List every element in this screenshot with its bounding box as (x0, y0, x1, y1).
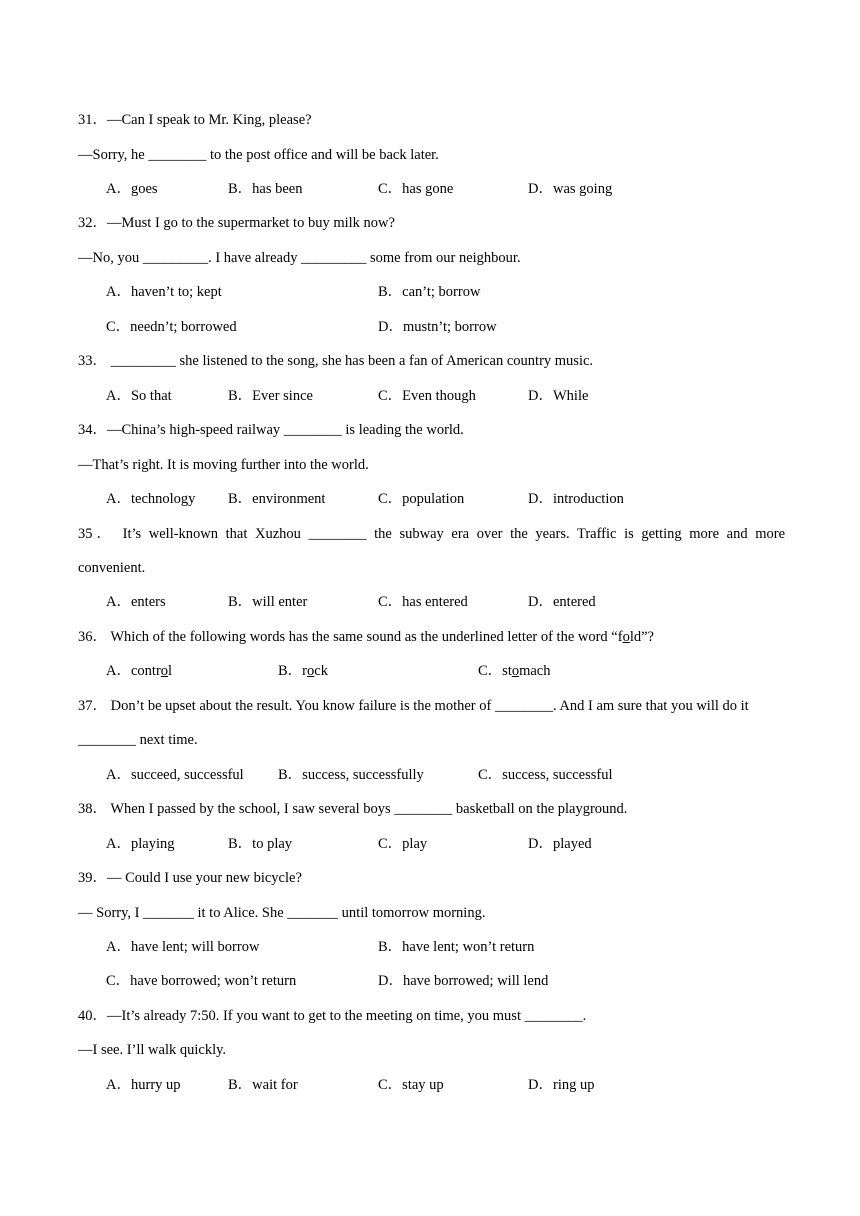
option-text: has been (252, 181, 303, 197)
option-text: While (552, 388, 589, 404)
question-32-reply: —No, you _________. I have already _________ some from our neighbour. (78, 250, 521, 266)
question-text-after: ld”? (629, 629, 654, 645)
option-b[interactable] (228, 179, 303, 199)
question-text: Don’t be upset about the result. You know failure is the mother of ________. And I am sure that you will do it (110, 698, 749, 714)
question-text: — Could I use your new bicycle? (107, 870, 302, 886)
option-text: ck (314, 663, 328, 679)
option-label: C． (106, 319, 131, 335)
question-number: 39． (78, 870, 107, 886)
option-label: D． (528, 836, 553, 852)
option-text: haven’t to; kept (130, 284, 222, 300)
option-label: A． (106, 663, 131, 679)
question-number: 36． (78, 629, 107, 645)
option-a[interactable] (106, 765, 244, 785)
option-c[interactable] (378, 1075, 444, 1095)
option-label: A． (106, 767, 131, 783)
option-text: will enter (252, 594, 308, 610)
underlined-letter: o (511, 663, 520, 679)
option-a[interactable] (106, 592, 166, 612)
question-number: 33． (78, 353, 107, 369)
option-label: D． (528, 491, 553, 507)
question-37-continuation: ________ next time. (78, 732, 198, 748)
option-text: contr (130, 663, 161, 679)
option-label: C． (378, 594, 403, 610)
option-a[interactable] (106, 834, 174, 854)
underlined-letter: o (160, 663, 169, 679)
option-a[interactable] (106, 661, 172, 681)
option-label: C． (106, 973, 131, 989)
question-text: —China’s high-speed railway ________ is leading the world. (107, 422, 464, 438)
option-label: D． (528, 181, 553, 197)
question-number: 35． (78, 526, 115, 542)
option-text: have lent; will borrow (130, 939, 260, 955)
option-text: technology (130, 491, 196, 507)
underlined-letter: o (622, 629, 630, 645)
question-number: 32． (78, 215, 107, 231)
option-label: D． (528, 594, 553, 610)
option-text: environment (252, 491, 326, 507)
option-b[interactable] (228, 834, 292, 854)
question-number: 40． (78, 1008, 107, 1024)
option-text: wait for (252, 1077, 298, 1093)
question-number: 31． (78, 112, 107, 128)
option-label: B． (228, 491, 253, 507)
option-label: D． (528, 388, 553, 404)
option-label: B． (378, 939, 403, 955)
option-label: A． (106, 1077, 131, 1093)
option-label: B． (228, 1077, 253, 1093)
question-31-stem (78, 110, 312, 130)
question-text: When I passed by the school, I saw several boys ________ basketball on the playground. (110, 801, 628, 817)
option-text: have borrowed; will lend (402, 973, 549, 989)
option-text: to play (252, 836, 293, 852)
option-b[interactable] (278, 661, 328, 681)
option-a[interactable] (106, 282, 222, 302)
question-33-stem (78, 351, 593, 371)
question-text: —Can I speak to Mr. King, please? (107, 112, 312, 128)
option-label: C． (378, 1077, 403, 1093)
option-d[interactable] (528, 386, 588, 406)
option-text: Even though (402, 388, 476, 404)
question-text: _________ she listened to the song, she has been a fan of American country music. (110, 353, 594, 369)
option-text: was going (552, 181, 613, 197)
option-text: r (302, 663, 308, 679)
question-40-stem (78, 1006, 586, 1026)
option-label: A． (106, 181, 131, 197)
question-text-before: Which of the following words has the same sound as the underlined letter of the word “f (110, 629, 623, 645)
option-text: succeed, successful (130, 767, 244, 783)
option-c[interactable] (378, 834, 427, 854)
option-text: has entered (402, 594, 468, 610)
option-c[interactable] (106, 317, 237, 337)
option-text: l (168, 663, 173, 679)
question-text: —It’s already 7:50. If you want to get to the meeting on time, you must ________. (107, 1008, 587, 1024)
question-31-reply: —Sorry, he ________ to the post office and will be back later. (78, 147, 439, 163)
option-b[interactable] (378, 937, 534, 957)
option-label: D． (528, 1077, 553, 1093)
option-label: A． (106, 836, 131, 852)
question-34-reply: —That’s right. It is moving further into the world. (78, 457, 369, 473)
option-a[interactable] (106, 1075, 181, 1095)
option-label: B． (278, 767, 303, 783)
option-text: success, successfully (302, 767, 424, 783)
option-b[interactable] (378, 282, 480, 302)
option-label: B． (228, 181, 253, 197)
question-35-stem (78, 524, 785, 544)
option-text: enters (130, 594, 166, 610)
option-label: D． (378, 319, 403, 335)
option-text: have borrowed; won’t return (130, 973, 297, 989)
question-number: 37． (78, 698, 107, 714)
option-b[interactable] (228, 489, 325, 509)
question-32-stem (78, 213, 395, 233)
question-number: 38． (78, 801, 107, 817)
option-label: B． (228, 836, 253, 852)
option-a[interactable] (106, 179, 158, 199)
option-text: played (552, 836, 592, 852)
question-35-continuation: convenient. (78, 560, 146, 576)
option-a[interactable] (106, 386, 172, 406)
option-label: A． (106, 939, 131, 955)
option-text: So that (130, 388, 172, 404)
question-39-reply: — Sorry, I _______ it to Alice. She _______ until tomorrow morning. (78, 905, 486, 921)
option-label: C． (378, 836, 403, 852)
question-text: —Must I go to the supermarket to buy milk now? (107, 215, 395, 231)
option-c[interactable] (378, 489, 464, 509)
option-d[interactable] (378, 971, 548, 991)
option-b[interactable] (278, 765, 424, 785)
option-text: stay up (402, 1077, 444, 1093)
option-label: B． (278, 663, 303, 679)
option-text: have lent; won’t return (402, 939, 535, 955)
option-c[interactable] (478, 765, 613, 785)
option-a[interactable] (106, 937, 259, 957)
option-text: mustn’t; borrow (402, 319, 497, 335)
option-d[interactable] (528, 592, 596, 612)
option-d[interactable] (528, 1075, 594, 1095)
option-c[interactable] (478, 661, 551, 681)
option-c[interactable] (378, 179, 453, 199)
option-label: A． (106, 388, 131, 404)
option-text: introduction (552, 491, 624, 507)
question-34-stem (78, 420, 464, 440)
option-c[interactable] (106, 971, 296, 991)
option-label: B． (378, 284, 403, 300)
option-text: has gone (402, 181, 454, 197)
option-label: C． (378, 388, 403, 404)
option-text: mach (519, 663, 551, 679)
option-b[interactable] (228, 1075, 298, 1095)
option-label: B． (228, 594, 253, 610)
option-d[interactable] (528, 834, 592, 854)
option-label: C． (478, 663, 503, 679)
option-text: success, successful (502, 767, 613, 783)
question-37-stem (78, 696, 749, 716)
option-label: C． (378, 491, 403, 507)
option-b[interactable] (228, 386, 313, 406)
option-label: A． (106, 284, 131, 300)
question-text: It’s well-known that Xuzhou ________ the subway era over the years. Traffic is getting more and more (122, 526, 786, 542)
option-text: playing (130, 836, 175, 852)
option-text: hurry up (130, 1077, 181, 1093)
option-label: C． (478, 767, 503, 783)
question-40-reply: —I see. I’ll walk quickly. (78, 1042, 227, 1058)
option-text: ring up (552, 1077, 595, 1093)
option-c[interactable] (378, 592, 468, 612)
option-text: can’t; borrow (402, 284, 481, 300)
option-d[interactable] (378, 317, 497, 337)
option-text: play (402, 836, 428, 852)
question-39-stem (78, 868, 302, 888)
option-text: population (402, 491, 465, 507)
underlined-letter: o (307, 663, 315, 679)
option-label: A． (106, 594, 131, 610)
option-text: Ever since (252, 388, 313, 404)
option-d[interactable] (528, 179, 612, 199)
option-b[interactable] (228, 592, 307, 612)
option-text: needn’t; borrowed (130, 319, 237, 335)
option-text: goes (130, 181, 158, 197)
option-label: D． (378, 973, 403, 989)
option-label: A． (106, 491, 131, 507)
question-number: 34． (78, 422, 107, 438)
option-text: st (502, 663, 512, 679)
question-38-stem (78, 799, 627, 819)
question-36-stem (78, 627, 654, 647)
option-c[interactable] (378, 386, 476, 406)
option-text: entered (552, 594, 596, 610)
option-label: B． (228, 388, 253, 404)
option-d[interactable] (528, 489, 624, 509)
option-label: C． (378, 181, 403, 197)
option-a[interactable] (106, 489, 195, 509)
